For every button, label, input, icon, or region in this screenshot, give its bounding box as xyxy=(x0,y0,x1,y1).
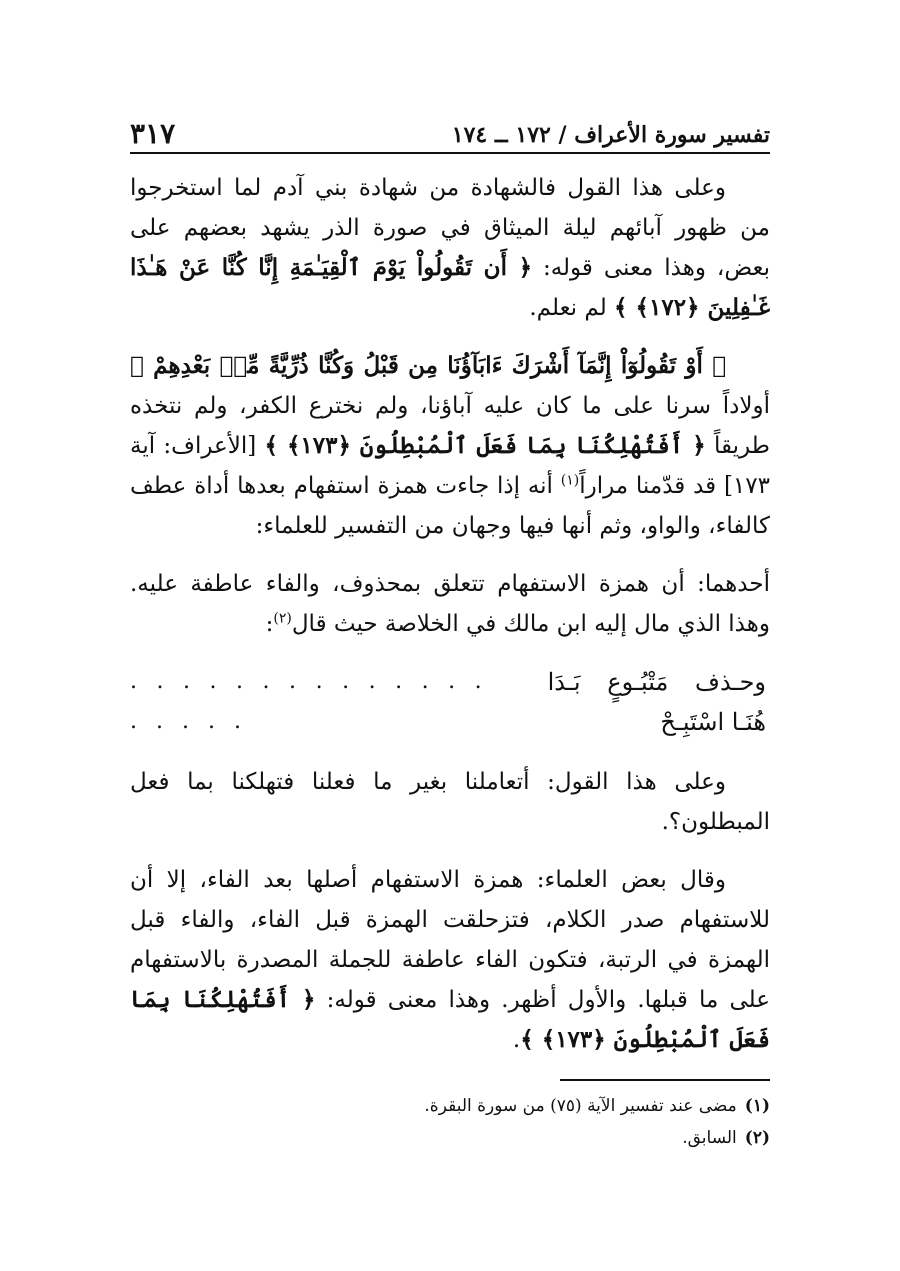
paragraph-3 xyxy=(130,564,770,644)
poetry-ellipsis: . . . . . . . . . . . . . . . . . . . xyxy=(130,669,488,734)
paragraph-5-text-a: وقال بعض العلماء: همزة الاستفهام أصلها بعد الفاء، إلا أن للاستفهام صدر الكلام، فتزحلقت الهمزة قبل الفاء، والفاء قبل الهمزة في الرتبة، فتكون الفاء عاطفة للجملة المصدرة بالاستفهام على ما قبلها. والأول أظهر. وهذا معنى قوله: xyxy=(130,867,771,1013)
paragraph-3-text-b: : xyxy=(265,611,274,637)
footnote-1-number: (١) xyxy=(744,1096,770,1116)
running-title: تفسير سورة الأعراف / ١٧٢ ــ ١٧٤ xyxy=(451,122,770,148)
quran-verse-173-repeat: ﴿ أَفَتُهْلِكُنَا بِمَا فَعَلَ ٱلْمُبْطِلُونَ ﴿١٧٣﴾ ﴾ xyxy=(130,986,770,1053)
footnote-1 xyxy=(130,1090,770,1122)
poetry-hemistich: وحـذف مَتْبُـوعٍ بَـدَا هُنَـا اسْتَبِـحْ xyxy=(547,668,766,736)
footnote-ref-2[interactable]: (٢) xyxy=(273,610,292,627)
poetry-verse xyxy=(130,662,770,742)
quran-verse-173-part-2: ﴿ أَفَتُهْلِكُنَا بِمَا فَعَلَ ٱلْمُبْطِلُونَ ﴿١٧٣﴾ ﴾ xyxy=(264,432,706,459)
paragraph-1 xyxy=(130,168,770,328)
footnote-1-text: مضى عند تفسير الآية (٧٥) من سورة البقرة. xyxy=(424,1096,737,1116)
paragraph-4 xyxy=(130,762,770,842)
footnotes xyxy=(130,1090,770,1154)
paragraph-2 xyxy=(130,346,770,546)
footnote-ref-1[interactable]: (١) xyxy=(560,472,580,489)
paragraph-4-text: وعلى هذا القول: أتعاملنا بغير ما فعلنا فتهلكنا بما فعل المبطلون؟. xyxy=(130,769,770,835)
footnote-2-number: (٢) xyxy=(744,1128,770,1148)
paragraph-1-text-b: لم نعلم. xyxy=(529,295,615,321)
paragraph-2-text-b: [الأعراف: آية ١٧٣] قد قدّمنا مراراً xyxy=(130,433,770,499)
quran-verse-172: ﴿ أَن تَقُولُواْ يَوْمَ ٱلْقِيَـٰمَةِ إِنَّا كُنَّا عَنْ هَـٰذَا غَـٰفِلِينَ ﴿١٧٢﴾ ﴾ xyxy=(130,254,770,321)
page-number: ٣١٧ xyxy=(130,117,176,150)
paragraph-1-text-a: وعلى هذا القول فالشهادة من شهادة بني آدم لما استخرجوا من ظهور آبائهم ليلة الميثاق في صورة الذر يشهد بعضهم على بعض، وهذا معنى قوله: xyxy=(130,175,770,281)
paragraph-2-text-c: أنه إذا جاءت همزة استفهام بعدها أداة عطف كالفاء، والواو، وثم أنها فيها وجهان من التفسير للعلماء: xyxy=(130,473,770,539)
paragraph-5-text-b: . xyxy=(512,1027,521,1053)
page-header xyxy=(130,112,770,154)
paragraph-2-text-a: أولاداً سرنا على ما كان عليه آباؤنا، ولم نخترع الكفر، ولم نتخذه طريقاً xyxy=(130,393,770,459)
main-text xyxy=(130,168,770,1078)
footnote-2-text: السابق. xyxy=(682,1128,737,1148)
quran-verse-173-part-1: ﴿ أَوْ تَقُولُوٓاْ إِنَّمَآ أَشْرَكَ ءَابَآؤُنَا مِن قَبْلُ وَكُنَّا ذُرِّيَّةً مِّنۢ بَعْدِهِمْ ﴾ xyxy=(130,352,726,379)
paragraph-5 xyxy=(130,860,770,1060)
paragraph-3-text-a: أحدهما: أن همزة الاستفهام تتعلق بمحذوف، والفاء عاطفة عليه. وهذا الذي مال إليه ابن مالك في الخلاصة حيث قال xyxy=(130,571,770,637)
footnote-2 xyxy=(130,1122,770,1154)
footnote-separator xyxy=(560,1079,770,1081)
